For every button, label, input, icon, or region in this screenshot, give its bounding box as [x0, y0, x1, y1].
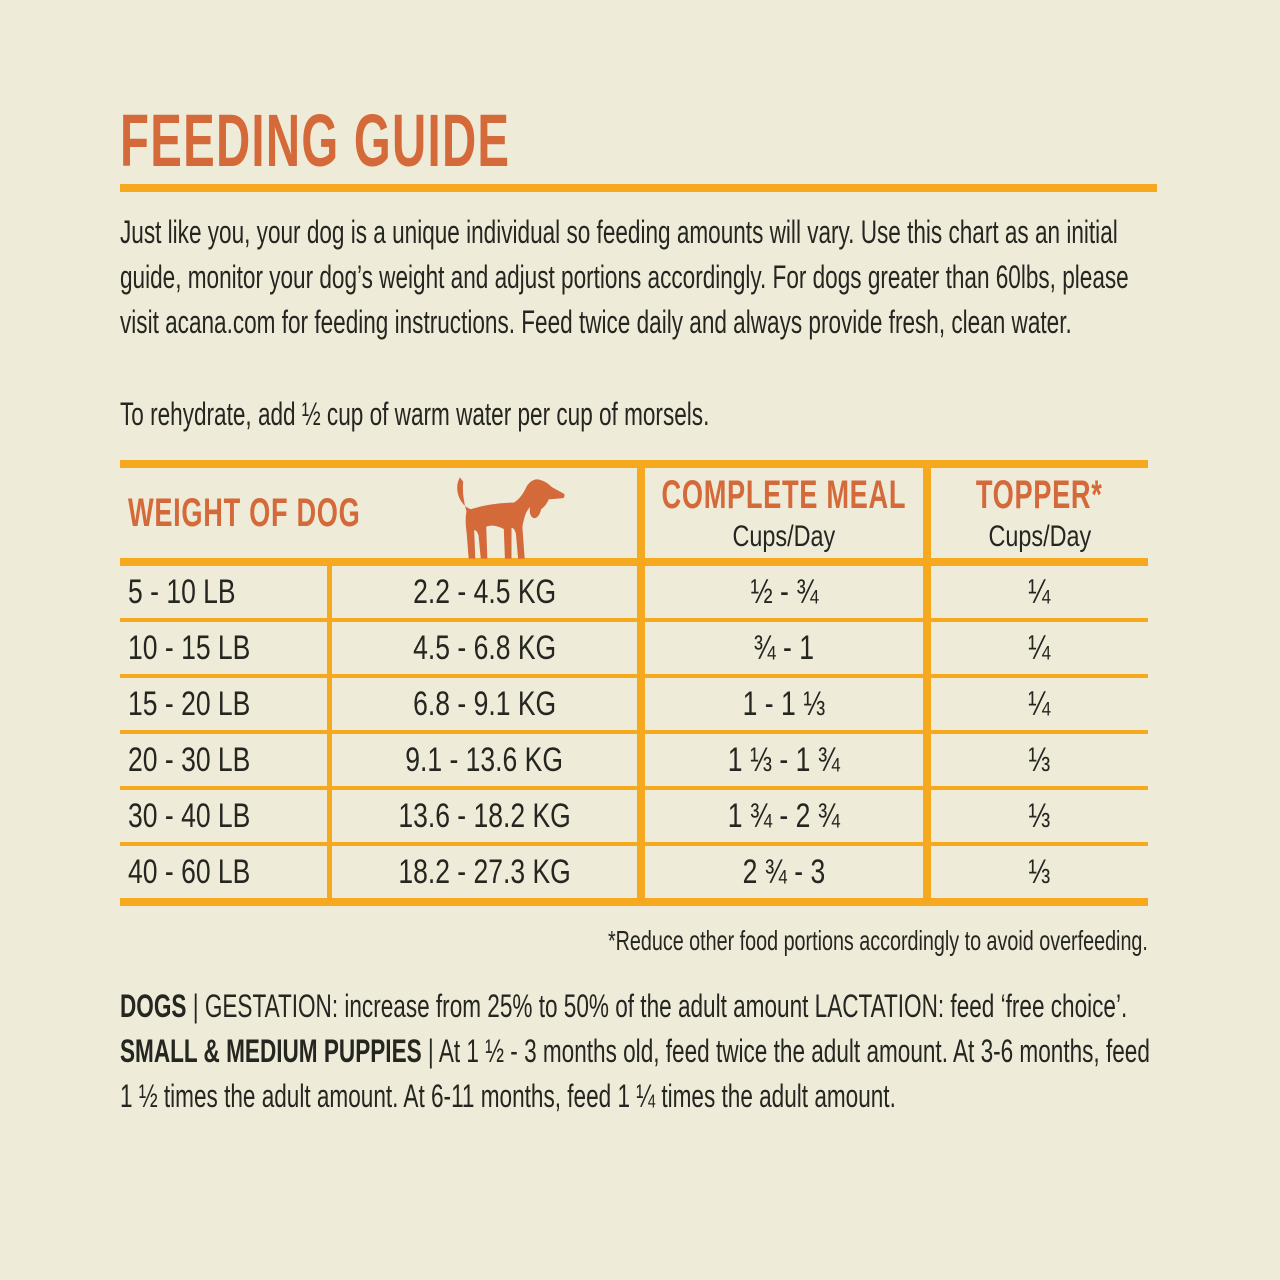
feeding-table: [120, 460, 1148, 906]
weight-kg-cell: 4.5 - 6.8 KG: [327, 622, 637, 674]
weight-kg-cell: 18.2 - 27.3 KG: [327, 846, 637, 898]
header-complete-meal: [637, 468, 923, 558]
complete-meal-units: Cups/Day: [732, 519, 836, 553]
weight-lb-cell: 40 - 60 LB: [128, 852, 251, 891]
complete-meal-cell: 1 ⅓ - 1 ¾: [637, 734, 923, 786]
dog-silhouette-icon: [420, 473, 592, 563]
table-row: [120, 622, 1148, 678]
complete-meal-label: COMPLETE MEAL: [661, 472, 907, 517]
table-row: [120, 846, 1148, 906]
weight-lb-cell: 20 - 30 LB: [128, 740, 251, 779]
weight-lb-cell: 10 - 15 LB: [128, 628, 251, 667]
care-notes-paragraph: [120, 984, 1156, 1119]
topper-cell: ⅓: [923, 790, 1148, 842]
complete-meal-cell: 2 ¾ - 3: [637, 846, 923, 898]
table-footnote: *Reduce other food portions accordingly to avoid overfeeding.: [607, 925, 1148, 956]
topper-cell: ¼: [923, 622, 1148, 674]
dogs-label: DOGS: [120, 988, 187, 1024]
complete-meal-cell: ½ - ¾: [637, 566, 923, 618]
topper-cell: ¼: [923, 678, 1148, 730]
table-body: [120, 566, 1148, 906]
weight-lb-cell: 30 - 40 LB: [128, 796, 251, 835]
topper-cell: ¼: [923, 566, 1148, 618]
table-row: [120, 678, 1148, 734]
page-title: FEEDING GUIDE: [120, 99, 511, 182]
table-row: [120, 790, 1148, 846]
intro-paragraph: Just like you, your dog is a unique individual so feeding amounts will vary. Use this chart as an initial guide, monitor your dog’s weight and adjust portions accordingly. For dogs greater than 60lbs, please visit acana.com for feeding instructions. Feed twice daily and always provide fresh, clean water.: [120, 214, 1129, 340]
header-topper: [923, 468, 1148, 558]
complete-meal-cell: 1 ¾ - 2 ¾: [637, 790, 923, 842]
gestation-lactation-text: | GESTATION: increase from 25% to 50% of the adult amount LACTATION: feed ‘free choice’.: [186, 988, 1128, 1024]
topper-cell: ⅓: [923, 734, 1148, 786]
weight-of-dog-label: WEIGHT OF DOG: [128, 490, 361, 535]
topper-label: TOPPER*: [976, 472, 1103, 517]
weight-kg-cell: 13.6 - 18.2 KG: [327, 790, 637, 842]
puppies-label: SMALL & MEDIUM PUPPIES: [120, 1033, 422, 1069]
table-row: [120, 734, 1148, 790]
topper-units: Cups/Day: [988, 519, 1091, 553]
title-divider: [120, 184, 1157, 192]
weight-kg-cell: 2.2 - 4.5 KG: [327, 566, 637, 618]
table-header-row: [120, 468, 1148, 566]
weight-kg-cell: 6.8 - 9.1 KG: [327, 678, 637, 730]
puppies-text: | At 1 ½ - 3 months old, feed twice the adult amount. At 3-6 months, feed 1 ½ times the adult amount. At 6-11 months, feed 1 ¼ times the adult amount.: [120, 1033, 1150, 1114]
complete-meal-cell: ¾ - 1: [637, 622, 923, 674]
rehydrate-note: To rehydrate, add ½ cup of warm water per cup of morsels.: [120, 396, 710, 432]
weight-lb-cell: 5 - 10 LB: [128, 572, 236, 611]
weight-kg-cell: 9.1 - 13.6 KG: [327, 734, 637, 786]
weight-lb-cell: 15 - 20 LB: [128, 684, 251, 723]
table-row: [120, 566, 1148, 622]
topper-cell: ⅓: [923, 846, 1148, 898]
complete-meal-cell: 1 - 1 ⅓: [637, 678, 923, 730]
header-weight-of-dog: [120, 468, 637, 558]
